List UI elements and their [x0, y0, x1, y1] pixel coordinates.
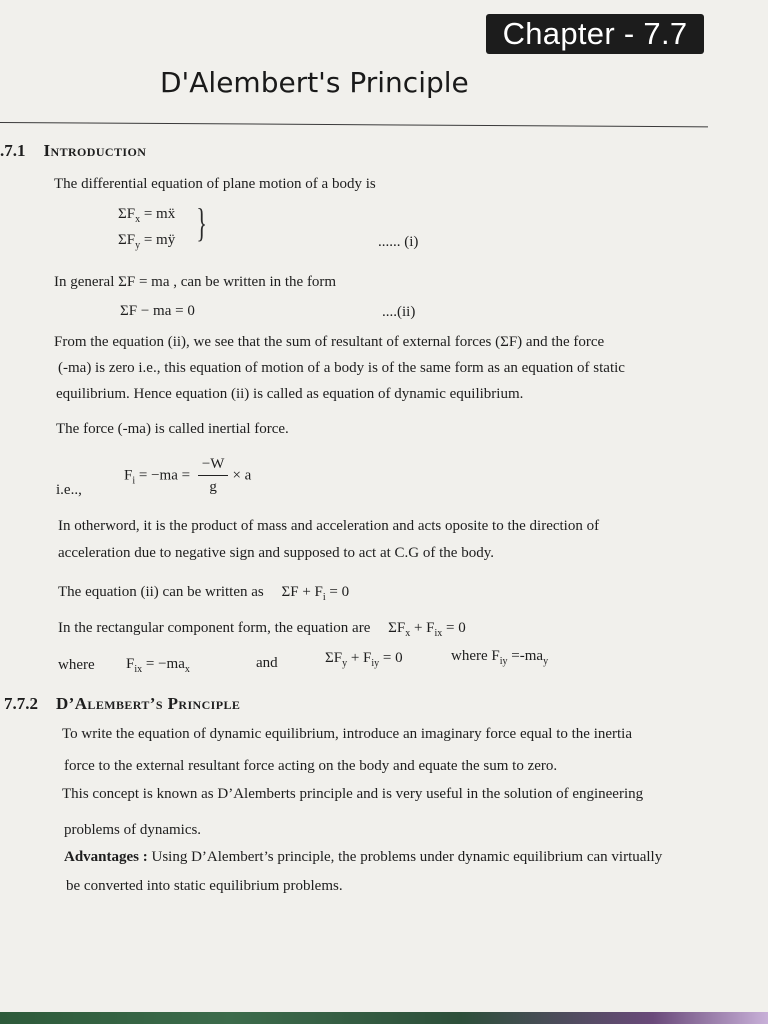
eq-term: + F: [347, 650, 372, 666]
section-title: Introduction: [43, 141, 147, 160]
page-bottom-edge: [0, 1012, 768, 1024]
eq-rhs: = mẍ: [140, 206, 176, 222]
equation-ii: ΣF − ma = 0: [120, 303, 195, 319]
intro-paragraph-1: The differential equation of plane motion of a body is: [54, 176, 376, 192]
principle-line-2: force to the external resultant force acting on the body and equate the sum to zero.: [64, 758, 558, 774]
inertial-force-equation: [124, 456, 251, 496]
where-label: where: [58, 657, 95, 673]
section-heading-introduction: [0, 141, 146, 161]
eq-sub: x: [184, 664, 190, 675]
eq-term: ΣF: [388, 620, 406, 636]
eq-sub: x: [405, 628, 411, 639]
eq-sub: ix: [434, 628, 443, 639]
text: The equation (ii) can be written as: [58, 584, 264, 600]
eq-rhs: = −ma: [142, 656, 185, 672]
intro-paragraph-2: In general ΣF = ma , can be written in the form: [54, 274, 337, 290]
eq-sub: iy: [499, 656, 508, 667]
section-heading-principle: [4, 694, 240, 714]
eq-term: ΣF: [118, 206, 136, 222]
chapter-badge: Chapter - 7.7: [486, 14, 704, 54]
eq-term: ΣF: [325, 650, 343, 666]
advantages-line: [64, 849, 662, 866]
eq-rhs: =-ma: [507, 648, 544, 664]
ie-label: i.e..,: [56, 482, 82, 498]
advantages-text: Using D’Alembert’s principle, the problems under dynamic equilibrium can virtually: [147, 849, 663, 865]
principle-line-6: be converted into static equilibrium problems.: [66, 878, 343, 894]
eq-sub: iy: [371, 658, 380, 669]
intro-paragraph-3-line-2: (-ma) is zero i.e., this equation of motion of a body is of the same form as an equation of static: [58, 360, 625, 376]
eq-term: F: [126, 656, 135, 672]
fraction: [198, 456, 229, 496]
eq-mid: = −ma =: [135, 467, 194, 484]
section-number: .7.1: [0, 141, 26, 160]
eq-sub: i: [322, 592, 326, 603]
intro-paragraph-5-line-2: acceleration due to negative sign and supposed to act at C.G of the body.: [58, 545, 494, 561]
text: where F: [451, 648, 500, 664]
section-number: 7.7.2: [4, 694, 38, 713]
page-title: D'Alembert's Principle: [160, 66, 469, 99]
equation-ref-ii: ....(ii): [382, 304, 416, 320]
eq-term: + F: [410, 620, 435, 636]
eq-rhs: × a: [232, 467, 252, 484]
eq-sub: ix: [134, 664, 143, 675]
section-title: D’Alembert’s Principle: [56, 694, 241, 713]
equation-fix: [126, 656, 190, 675]
intro-paragraph-6: [58, 584, 349, 603]
title-divider: [0, 122, 708, 127]
eq-sub: y: [342, 658, 348, 669]
principle-line-3: This concept is known as D’Alemberts principle and is very useful in the solution of engineering: [62, 786, 644, 802]
equation-ref-i: ...... (i): [378, 234, 419, 250]
intro-paragraph-3-line-3: equilibrium. Hence equation (ii) is called as equation of dynamic equilibrium.: [56, 386, 524, 402]
where-fiy: [451, 648, 548, 667]
eq-rhs: = 0: [379, 650, 403, 666]
right-brace-icon: }: [196, 200, 207, 245]
text: In the rectangular component form, the equation are: [58, 620, 371, 636]
intro-paragraph-4: The force (-ma) is called inertial force.: [56, 421, 289, 437]
eq-sub: i: [132, 475, 136, 487]
principle-line-1: To write the equation of dynamic equilibrium, introduce an imaginary force equal to the inertia: [62, 726, 633, 742]
intro-paragraph-7: [58, 620, 466, 639]
fraction-numerator: −W: [198, 456, 229, 476]
fraction-denominator: g: [209, 479, 217, 495]
advantages-label: Advantages :: [64, 849, 148, 865]
intro-paragraph-3-line-1: From the equation (ii), we see that the sum of resultant of external forces (ΣF) and the force: [54, 334, 605, 350]
eq-sub: y: [135, 240, 141, 251]
eq-term: F: [124, 467, 133, 484]
intro-paragraph-5-line-1: In otherword, it is the product of mass and acceleration and acts oposite to the direction of: [58, 518, 600, 534]
eq-rhs: = 0: [442, 620, 466, 636]
principle-line-4: problems of dynamics.: [64, 822, 202, 838]
equation-fy-sum: [325, 650, 403, 669]
equation-fx: [118, 206, 175, 225]
and-label: and: [256, 655, 278, 671]
equation-fy: [118, 232, 175, 251]
eq-sub: y: [543, 656, 549, 667]
eq-term: ΣF + F: [281, 584, 323, 600]
eq-rhs: = 0: [325, 584, 350, 600]
eq-rhs: = mÿ: [140, 232, 176, 248]
eq-sub: x: [135, 214, 141, 225]
eq-term: ΣF: [118, 232, 136, 248]
